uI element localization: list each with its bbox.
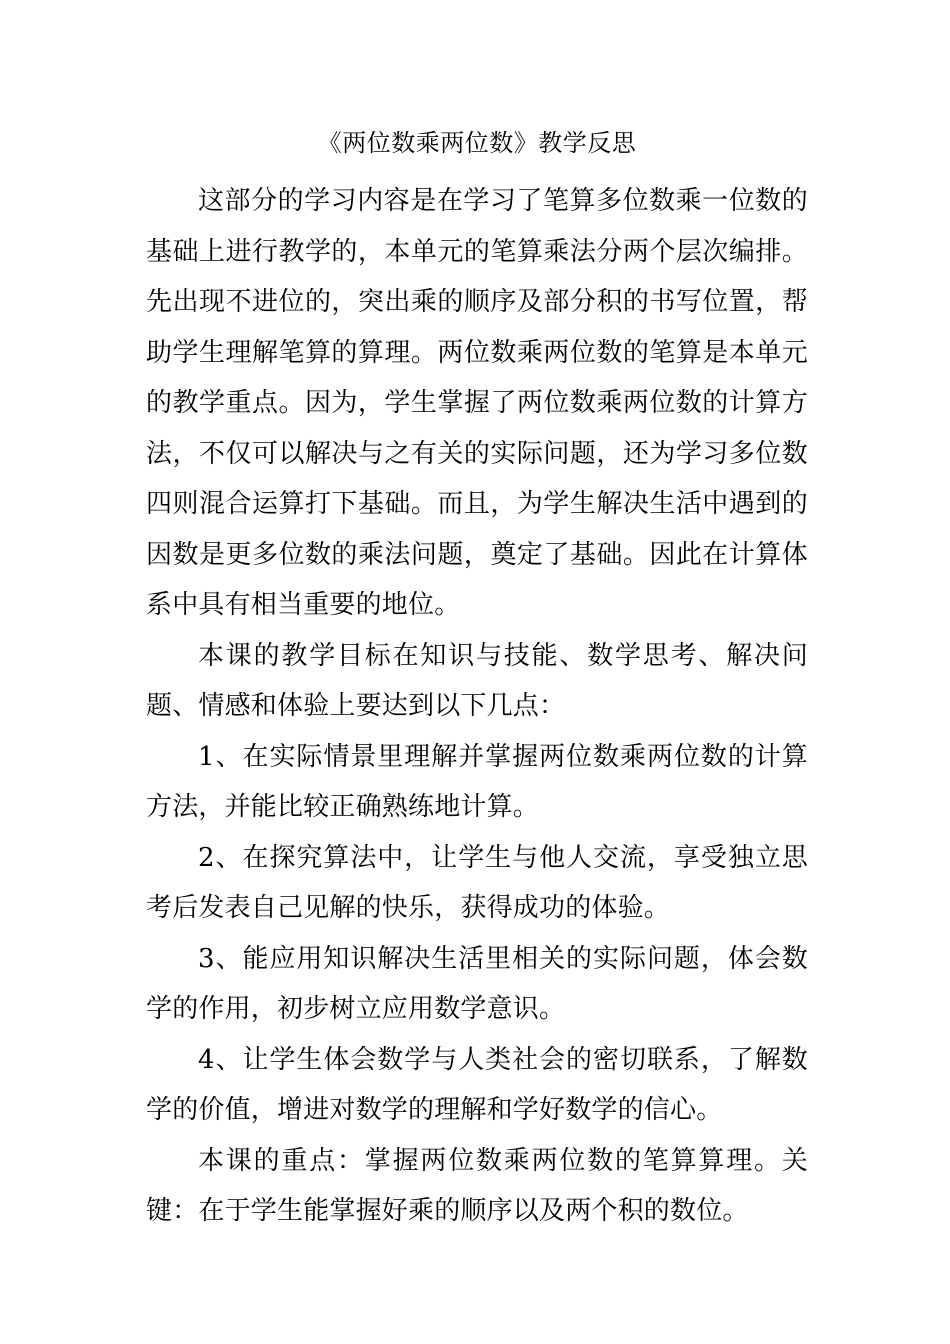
paragraph-goal-1: 1、在实际情景里理解并掌握两位数乘两位数的计算方法，并能比较正确熟练地计算。 xyxy=(146,741,808,822)
document-body xyxy=(146,128,808,1237)
paragraph-intro: 这部分的学习内容是在学习了笔算多位数乘一位数的基础上进行教学的，本单元的笔算乘法分两个层次编排。先出现不进位的，突出乘的顺序及部分积的书写位置，帮助学生理解笔算的算理。两位数乘两位数的笔算是本单元的教学重点。因为，学生掌握了两位数乘两位数的计算方法，不仅可以解决与之有关的实际问题，还为学习多位数四则混合运算打下基础。而且，为学生解决生活中遇到的因数是更多位数的乘法问题，奠定了基础。因此在计算体系中具有相当重要的地位。 xyxy=(146,186,808,620)
paragraph-goals-intro: 本课的教学目标在知识与技能、数学思考、解决问题、情感和体验上要达到以下几点： xyxy=(146,640,808,721)
paragraph-goal-2: 2、在探究算法中，让学生与他人交流，享受独立思考后发表自己见解的快乐，获得成功的体验。 xyxy=(146,842,808,923)
paragraph-goal-3: 3、能应用知识解决生活里相关的实际问题，体会数学的作用，初步树立应用数学意识。 xyxy=(146,943,808,1024)
document-title: 《两位数乘两位数》教学反思 xyxy=(317,129,637,157)
paragraph-goal-4: 4、让学生体会数学与人类社会的密切联系，了解数学的价值，增进对数学的理解和学好数学的信心。 xyxy=(146,1044,808,1125)
paragraph-key-points: 本课的重点：掌握两位数乘两位数的笔算算理。关键：在于学生能掌握好乘的顺序以及两个积的数位。 xyxy=(146,1145,808,1226)
